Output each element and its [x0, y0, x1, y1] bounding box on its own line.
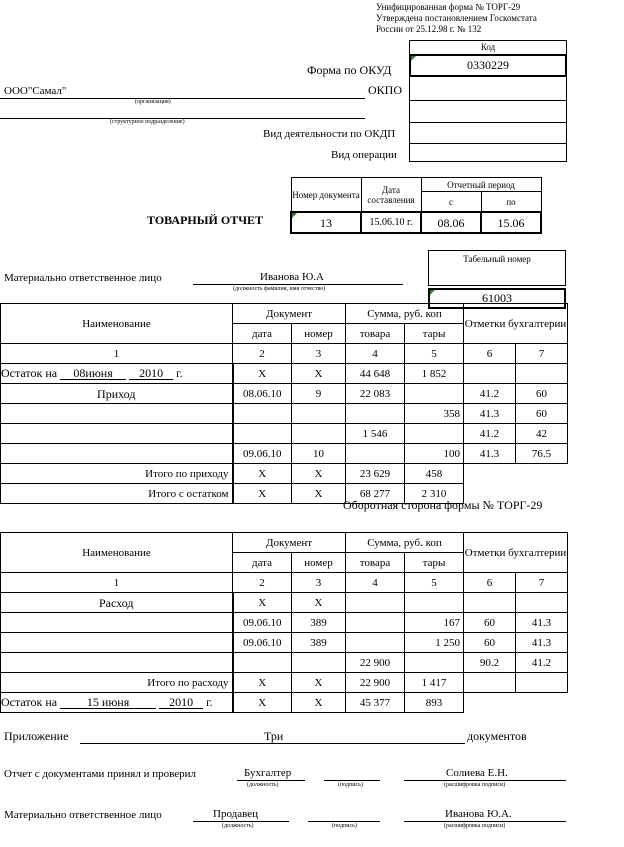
cell-goods[interactable]: 22 083 — [346, 384, 405, 404]
cell-goods[interactable] — [346, 444, 405, 464]
cell-goods[interactable] — [346, 613, 405, 633]
col-name-header: Наименование — [1, 533, 233, 573]
cell-m6[interactable]: 41.2 — [464, 424, 516, 444]
table-row — [1, 613, 568, 633]
cell-tare[interactable]: 100 — [405, 444, 464, 464]
cell-tare[interactable] — [405, 384, 464, 404]
total-expense-label: Итого по расходу — [1, 673, 233, 693]
table-row — [1, 593, 568, 613]
cell-name — [1, 653, 233, 673]
cell-date[interactable]: Х — [233, 464, 292, 484]
reverse-side-label: Оборотная сторона формы № ТОРГ-29 — [343, 498, 543, 512]
cell-date[interactable]: 09.06.10 — [233, 444, 292, 464]
col-tare-header: тары — [405, 553, 464, 573]
expense-table — [0, 532, 568, 713]
col-num-6: 6 — [464, 573, 516, 593]
balance-suffix: г. — [176, 366, 183, 380]
table-row — [1, 404, 568, 424]
cell-tare[interactable]: 1 852 — [405, 364, 464, 384]
balance-day[interactable]: 08июня — [60, 367, 126, 380]
opening-balance-cell — [1, 364, 233, 384]
okdp-label: Вид деятельности по ОКДП — [263, 128, 396, 140]
accepted-signature-caption: (подпись) — [338, 782, 363, 788]
cell-tare[interactable]: 167 — [405, 613, 464, 633]
col-doc-header: Документ — [233, 533, 346, 553]
okpo-label: ОКПО — [368, 83, 403, 97]
responsible-caption: (должность фамилия, имя отчество) — [233, 286, 326, 292]
cell-goods[interactable]: 22 900 — [346, 653, 405, 673]
cell-date[interactable]: 08.06.10 — [233, 384, 292, 404]
table-row — [1, 464, 568, 484]
responsible-label: Материально ответственное лицо — [4, 272, 162, 284]
cell-m7[interactable] — [516, 593, 568, 613]
col-num-4: 4 — [346, 344, 405, 364]
cell-m6 — [464, 464, 516, 484]
cell-date[interactable]: 09.06.10 — [233, 613, 292, 633]
cell-m6 — [464, 693, 516, 713]
cell-m6[interactable]: 41.2 — [464, 384, 516, 404]
cell-tare[interactable]: 358 — [405, 404, 464, 424]
from-label: с — [421, 192, 481, 213]
cell-goods[interactable] — [346, 593, 405, 613]
doc-num-label: Номер документа — [291, 178, 361, 213]
col-date-header: дата — [233, 324, 292, 344]
period-to-cell[interactable] — [481, 212, 541, 233]
cell-num[interactable]: Х — [292, 593, 346, 613]
balance-suffix: г. — [206, 695, 213, 709]
cell-name — [1, 424, 233, 444]
total-with-balance-label: Итого с остатком — [1, 484, 233, 504]
responsible-decoding-caption: (расшифровка подписи) — [444, 823, 506, 829]
cell-name — [1, 633, 233, 653]
col-doc-header: Документ — [233, 304, 346, 324]
accepted-position-caption: (должность) — [247, 782, 279, 788]
cell-m7[interactable]: 41.3 — [516, 633, 568, 653]
cell-num[interactable]: 389 — [292, 633, 346, 653]
cell-m6[interactable]: 41.3 — [464, 404, 516, 424]
responsible-position[interactable]: Продавец — [213, 808, 259, 820]
cell-m6[interactable]: 90.2 — [464, 653, 516, 673]
okud-code: 0330229 — [467, 58, 509, 72]
doc-num-cell[interactable] — [291, 212, 361, 233]
cell-date[interactable]: Х — [233, 593, 292, 613]
cell-tare[interactable] — [405, 653, 464, 673]
cell-m7[interactable] — [516, 673, 568, 693]
cell-m7[interactable]: 41.2 — [516, 653, 568, 673]
date-label: Дата составления — [361, 178, 421, 213]
cell-tare[interactable]: 2 310 — [405, 484, 464, 504]
col-goods-header: товара — [346, 324, 405, 344]
col-num-7: 7 — [516, 344, 568, 364]
col-date-header: дата — [233, 553, 292, 573]
income-table — [0, 303, 568, 504]
closing-balance-cell — [1, 693, 233, 713]
responsible-sign-name[interactable]: Иванова Ю.А. — [445, 808, 512, 820]
cell-num[interactable] — [292, 653, 346, 673]
cell-tare[interactable] — [405, 593, 464, 613]
table-row — [1, 384, 568, 404]
cell-goods[interactable]: 68 277 — [346, 484, 405, 504]
table-row — [1, 364, 568, 384]
table-row — [1, 673, 568, 693]
col-tare-header: тары — [405, 324, 464, 344]
okud-code-cell[interactable] — [409, 54, 567, 77]
col-marks-header: Отметки бухгалтерии — [464, 533, 568, 573]
col-num-7: 7 — [516, 573, 568, 593]
report-date-cell[interactable] — [361, 212, 421, 233]
cell-num[interactable]: Х — [292, 484, 346, 504]
cell-name — [1, 613, 233, 633]
cell-num[interactable]: Х — [292, 464, 346, 484]
cell-num[interactable]: 9 — [292, 384, 346, 404]
col-num-3: 3 — [292, 344, 346, 364]
cell-m7[interactable]: 42 — [516, 424, 568, 444]
col-marks-header: Отметки бухгалтерии — [464, 304, 568, 344]
cell-m6[interactable]: 60 — [464, 633, 516, 653]
cell-m7[interactable]: 60 — [516, 404, 568, 424]
attach-value[interactable]: Три — [264, 729, 284, 743]
col-goods-header: товара — [346, 553, 405, 573]
responsible-sign-label: Материально ответственное лицо — [4, 809, 162, 821]
cell-date[interactable] — [233, 424, 292, 444]
form-caption-line3: России от 25.12.98 г. № 132 — [376, 24, 482, 34]
cell-goods[interactable]: 23 629 — [346, 464, 405, 484]
period-from: 08.06 — [437, 215, 465, 230]
accepted-name[interactable]: Солиева Е.Н. — [446, 767, 508, 779]
table-row — [1, 424, 568, 444]
cell-tare[interactable]: 458 — [405, 464, 464, 484]
cell-m7[interactable]: 41.3 — [516, 613, 568, 633]
report-date: 15.06.10 г. — [369, 216, 413, 228]
accepted-position[interactable]: Бухгалтер — [244, 767, 292, 779]
col-sum-header: Сумма, руб. коп — [346, 304, 464, 324]
cell-date[interactable]: 09.06.10 — [233, 633, 292, 653]
cell-m6[interactable] — [464, 593, 516, 613]
cell-num[interactable]: 10 — [292, 444, 346, 464]
income-label: Приход — [1, 384, 233, 404]
balance-year[interactable]: 2010 — [129, 367, 173, 380]
balance-prefix: Остаток на — [1, 695, 58, 709]
attach-label: Приложение — [4, 729, 69, 743]
tab-num: 61003 — [482, 291, 512, 305]
division-caption: (структурное подразделение) — [110, 119, 185, 125]
cell-goods[interactable] — [346, 404, 405, 424]
cell-m6[interactable] — [464, 673, 516, 693]
report-title: ТОВАРНЫЙ ОТЧЕТ — [147, 213, 264, 227]
col-num-header: номер — [292, 553, 346, 573]
cell-name — [1, 404, 233, 424]
org-name: ООО"Самал" — [4, 85, 67, 97]
period-to: 15.06 — [497, 215, 525, 230]
cell-tare[interactable]: 893 — [405, 693, 464, 713]
form-caption-line2: Утверждена постановлением Госкомстата — [376, 13, 537, 23]
col-num-3: 3 — [292, 573, 346, 593]
table-row — [1, 653, 568, 673]
doc-num: 13 — [320, 215, 332, 230]
tab-num-label: Табельный номер — [463, 254, 531, 264]
table-row — [1, 693, 568, 713]
accepted-label: Отчет с документами принял и проверил — [4, 768, 197, 780]
col-num-1: 1 — [1, 344, 233, 364]
col-num-2: 2 — [233, 573, 292, 593]
cell-date[interactable] — [233, 653, 292, 673]
col-num-2: 2 — [233, 344, 292, 364]
cell-m7 — [516, 693, 568, 713]
cell-num[interactable]: Х — [292, 364, 346, 384]
cell-m6[interactable]: 41.3 — [464, 444, 516, 464]
balance-day[interactable]: 15 июня — [60, 696, 156, 709]
total-income-label: Итого по приходу — [1, 464, 233, 484]
org-caption: (организация) — [135, 99, 171, 105]
cell-num[interactable]: Х — [292, 673, 346, 693]
cell-date[interactable]: Х — [233, 484, 292, 504]
cell-name — [1, 444, 233, 464]
okud-label: Форма по ОКУД — [307, 63, 392, 77]
expense-label: Расход — [1, 593, 233, 613]
cell-num[interactable] — [292, 424, 346, 444]
responsible-position-caption: (должность) — [222, 823, 254, 829]
cell-m6[interactable] — [464, 364, 516, 384]
cell-date[interactable]: Х — [233, 673, 292, 693]
col-num-1: 1 — [1, 573, 233, 593]
cell-m7[interactable]: 60 — [516, 384, 568, 404]
col-num-header: номер — [292, 324, 346, 344]
col-num-4: 4 — [346, 573, 405, 593]
cell-m7[interactable]: 76.5 — [516, 444, 568, 464]
responsible-signature-caption: (подпись) — [332, 823, 357, 829]
col-num-5: 5 — [405, 344, 464, 364]
cell-tare[interactable]: 1 417 — [405, 673, 464, 693]
cell-m6[interactable]: 60 — [464, 613, 516, 633]
accepted-decoding-caption: (расшифровка подписи) — [444, 782, 506, 788]
period-label: Отчетный период — [421, 178, 541, 192]
cell-num[interactable] — [292, 404, 346, 424]
cell-goods[interactable]: 44 648 — [346, 364, 405, 384]
cell-date[interactable]: Х — [233, 364, 292, 384]
cell-m7 — [516, 464, 568, 484]
attach-suffix: документов — [467, 729, 527, 743]
col-num-6: 6 — [464, 344, 516, 364]
balance-year[interactable]: 2010 — [159, 696, 203, 709]
op-label: Вид операции — [331, 149, 397, 161]
cell-tare[interactable]: 1 250 — [405, 633, 464, 653]
cell-date[interactable]: Х — [233, 693, 292, 713]
table-row — [1, 633, 568, 653]
balance-prefix: Остаток на — [1, 366, 58, 380]
cell-goods[interactable]: 1 546 — [346, 424, 405, 444]
period-from-cell[interactable] — [421, 212, 481, 233]
cell-num[interactable]: 389 — [292, 613, 346, 633]
code-label: Код — [480, 42, 496, 52]
cell-goods[interactable] — [346, 633, 405, 653]
responsible-name: Иванова Ю.А — [260, 271, 324, 283]
cell-m7[interactable] — [516, 364, 568, 384]
report-meta-table — [290, 177, 542, 234]
form-caption-line1: Унифицированная форма № ТОРГ-29 — [376, 2, 521, 12]
cell-goods[interactable]: 22 900 — [346, 673, 405, 693]
col-sum-header: Сумма, руб. коп — [346, 533, 464, 553]
table-row — [1, 444, 568, 464]
cell-goods[interactable]: 45 377 — [346, 693, 405, 713]
cell-num[interactable]: Х — [292, 693, 346, 713]
to-label: по — [481, 192, 541, 213]
col-num-5: 5 — [405, 573, 464, 593]
cell-tare[interactable] — [405, 424, 464, 444]
col-name-header: Наименование — [1, 304, 233, 344]
cell-date[interactable] — [233, 404, 292, 424]
